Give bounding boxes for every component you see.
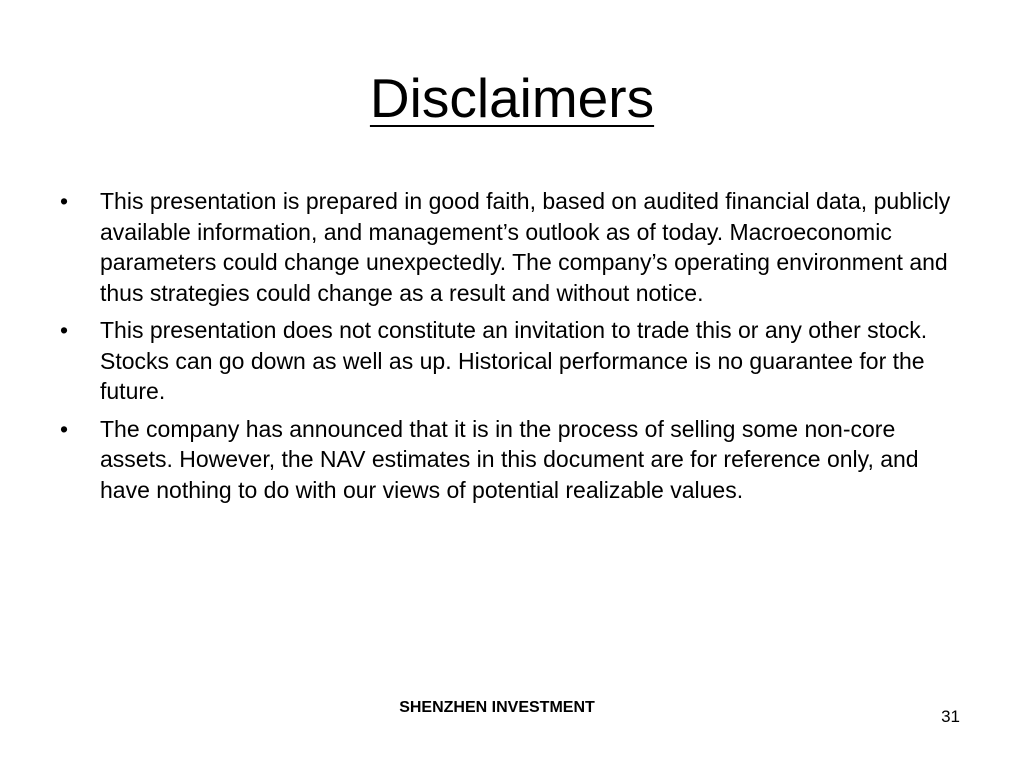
bullet-list <box>60 186 970 512</box>
bullet-dot-icon: • <box>60 415 69 442</box>
bullet-item <box>60 186 970 308</box>
bullet-text: This presentation is prepared in good faith, based on audited financial data, publicly available information, and management’s outlook as of today. Macroeconomic parameters could change unexpectedly. The company’s operating environment and thus strategies could change as a result and without notice. <box>100 188 951 306</box>
footer-company-name: SHENZHEN INVESTMENT <box>399 699 595 716</box>
bullet-dot-icon: • <box>60 317 69 343</box>
page-number: 31 <box>941 707 960 726</box>
bullet-text: The company has announced that it is in the process of selling some non-core assets. However, the NAV estimates in this document are for reference only, and have nothing to do with our views of potential realizable values. <box>100 415 919 503</box>
bullet-item <box>60 414 970 506</box>
bullet-dot-icon: • <box>60 188 69 214</box>
bullet-item <box>60 315 970 407</box>
slide-title: Disclaimers <box>369 67 655 129</box>
bullet-text: This presentation does not constitute an invitation to trade this or any other stock. Stocks can go down as well as up. Historical performance is no guarantee for the future. <box>100 317 928 404</box>
